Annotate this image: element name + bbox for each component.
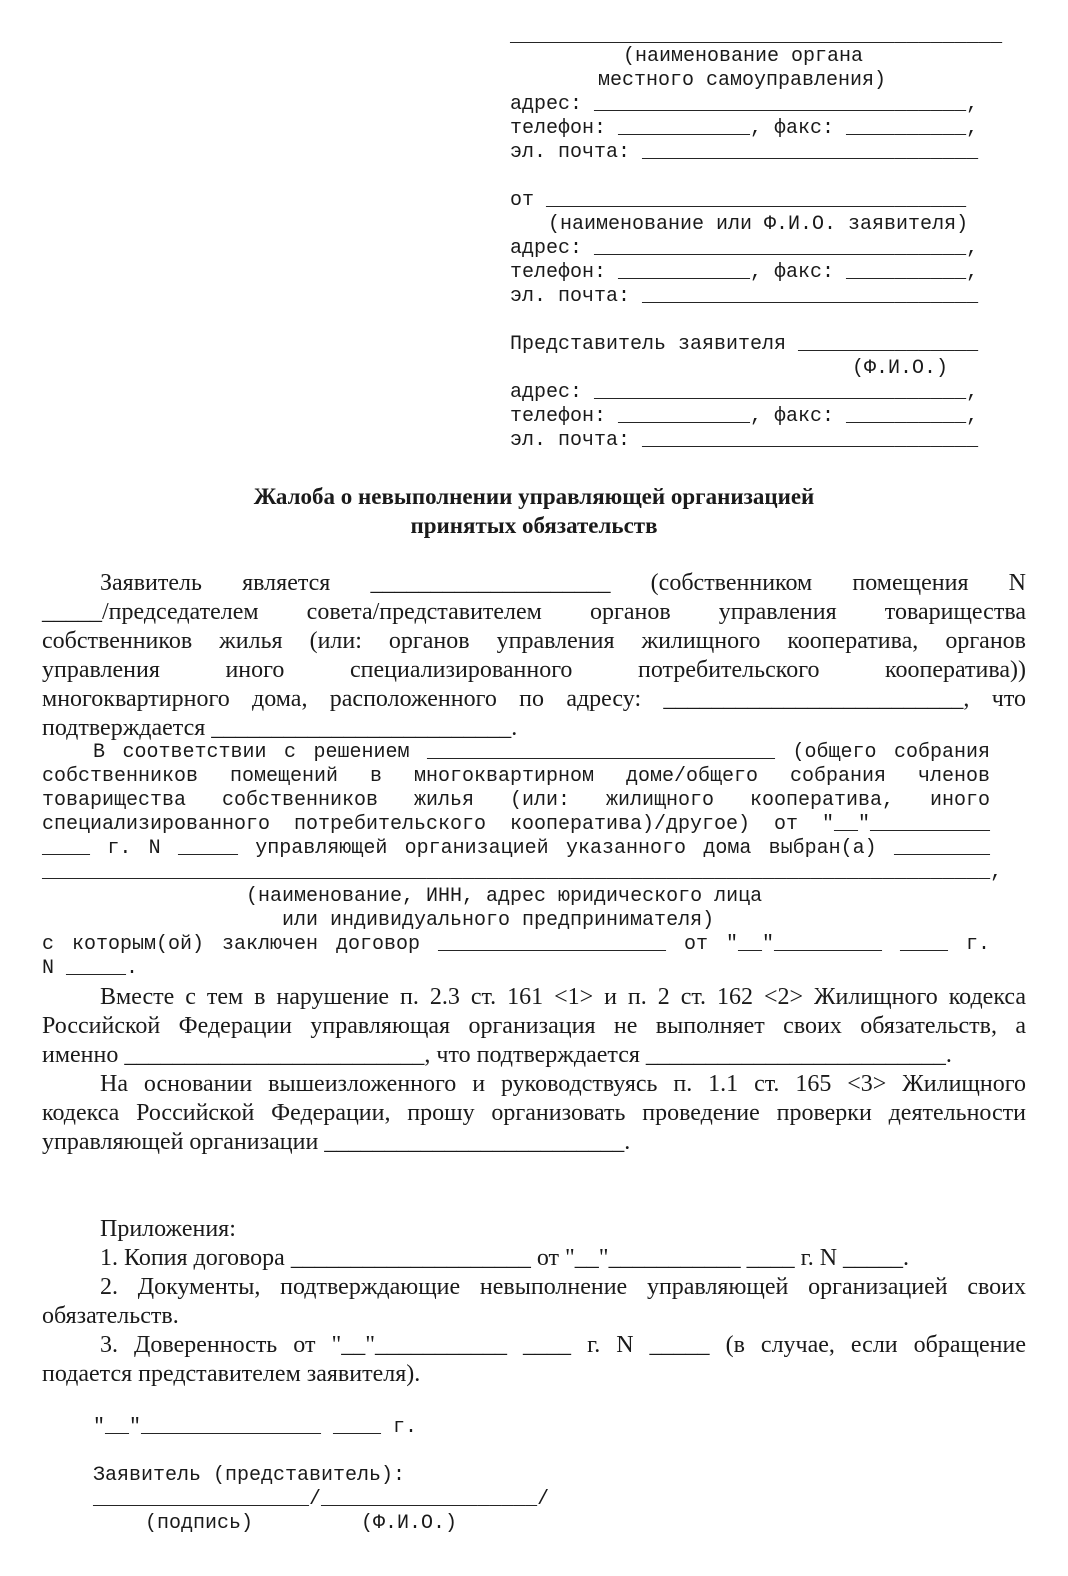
signature-caption: (подпись) (Ф.И.О.) — [145, 1512, 458, 1535]
text-line: многоквартирного дома, расположенного по адресу: _________________________, что — [42, 686, 1026, 712]
signer-label: Заявитель (представитель): — [93, 1464, 406, 1487]
header-top-rule: _________________________________________ — [510, 25, 1003, 48]
representative-email-line: эл. почта: ____________________________ — [510, 429, 979, 452]
representative-caption: (Ф.И.О.) — [852, 357, 949, 380]
org-phone-fax-line: телефон: ___________, факс: __________, — [510, 117, 979, 140]
applicant-caption: (наименование или Ф.И.О. заявителя) — [548, 213, 969, 236]
representative-line: Представитель заявителя _______________ — [510, 333, 979, 356]
text-line: Заявитель является ____________________ (собственником помещения N — [100, 570, 1026, 596]
text-line: собственников помещений в многоквартирном доме/общего собрания членов — [42, 765, 990, 788]
attachments-heading: Приложения: — [100, 1216, 236, 1242]
document-title-line2: принятых обязательств — [410, 513, 658, 538]
text-line: товарищества собственников жилья (или: жилищного кооператива, иного — [42, 789, 990, 812]
attachment-item-2-cont: обязательств. — [42, 1303, 179, 1329]
organization-caption-line1: (наименование, ИНН, адрес юридического лица — [246, 885, 763, 908]
org-email-line: эл. почта: ____________________________ — [510, 141, 979, 164]
text-line: Российской Федерации управляющая организация не выполняет своих обязательств, а — [42, 1013, 1026, 1039]
applicant-email-line: эл. почта: ____________________________ — [510, 285, 979, 308]
text-line: _______________________________________________________________________________, — [42, 861, 1003, 884]
organization-caption-line2: или индивидуального предпринимателя) — [282, 909, 715, 932]
applicant-phone-fax-line: телефон: ___________, факс: __________, — [510, 261, 979, 284]
org-caption-line2: местного самоуправления) — [598, 69, 887, 92]
attachment-item-1: 1. Копия договора ____________________ от "__"___________ ____ г. N _____. — [100, 1245, 910, 1271]
date-line: "__"_______________ ____ г. — [93, 1416, 418, 1439]
text-line: кодекса Российской Федерации, прошу организовать проведение проверки деятельности — [42, 1100, 1026, 1126]
attachment-item-2: 2. Документы, подтверждающие невыполнение управляющей организацией своих — [100, 1274, 1026, 1300]
applicant-address-line: адрес: _______________________________, — [510, 237, 979, 260]
attachment-item-3: 3. Доверенность от "__"___________ ____ г. N _____ (в случае, если обращение — [100, 1332, 1026, 1358]
text-line: На основании вышеизложенного и руководствуясь п. 1.1 ст. 165 <3> Жилищного — [100, 1071, 1026, 1097]
from-line: от ___________________________________ — [510, 189, 967, 212]
representative-address-line: адрес: _______________________________, — [510, 381, 979, 404]
text-line: N _____. — [42, 957, 139, 980]
representative-phone-fax-line: телефон: ___________, факс: __________, — [510, 405, 979, 428]
text-line: ____ г. N _____ управляющей организацией указанного дома выбран(а) ________ — [42, 837, 990, 860]
text-line: с которым(ой) заключен договор ___________________ от "__"_________ ____ г. — [42, 933, 990, 956]
document-title-line1: Жалоба о невыполнении управляющей организацией — [253, 484, 815, 509]
text-line: Вместе с тем в нарушение п. 2.3 ст. 161 <1> и п. 2 ст. 162 <2> Жилищного кодекса — [100, 984, 1026, 1010]
text-line: управляющей организации _________________________. — [42, 1129, 631, 1155]
text-line: специализированного потребительского кооператива)/другое) от "__"__________ — [42, 813, 990, 836]
signature-line: __________________/__________________/ — [93, 1488, 550, 1511]
text-line: _____/председателем совета/представителем органов управления товарищества — [42, 599, 1026, 625]
org-caption-line1: (наименование органа — [623, 45, 864, 68]
text-line: подтверждается _________________________. — [42, 715, 518, 741]
attachment-item-3-cont: подается представителем заявителя). — [42, 1361, 421, 1387]
text-line: В соответствии с решением _____________________________ (общего собрания — [93, 741, 990, 764]
text-line: собственников жилья (или: органов управления жилищного кооператива, органов — [42, 628, 1026, 654]
text-line: управления иного специализированного потребительского кооператива)) — [42, 657, 1026, 683]
text-line: именно _________________________, что подтверждается _________________________. — [42, 1042, 952, 1068]
org-address-line: адрес: _______________________________, — [510, 93, 979, 116]
